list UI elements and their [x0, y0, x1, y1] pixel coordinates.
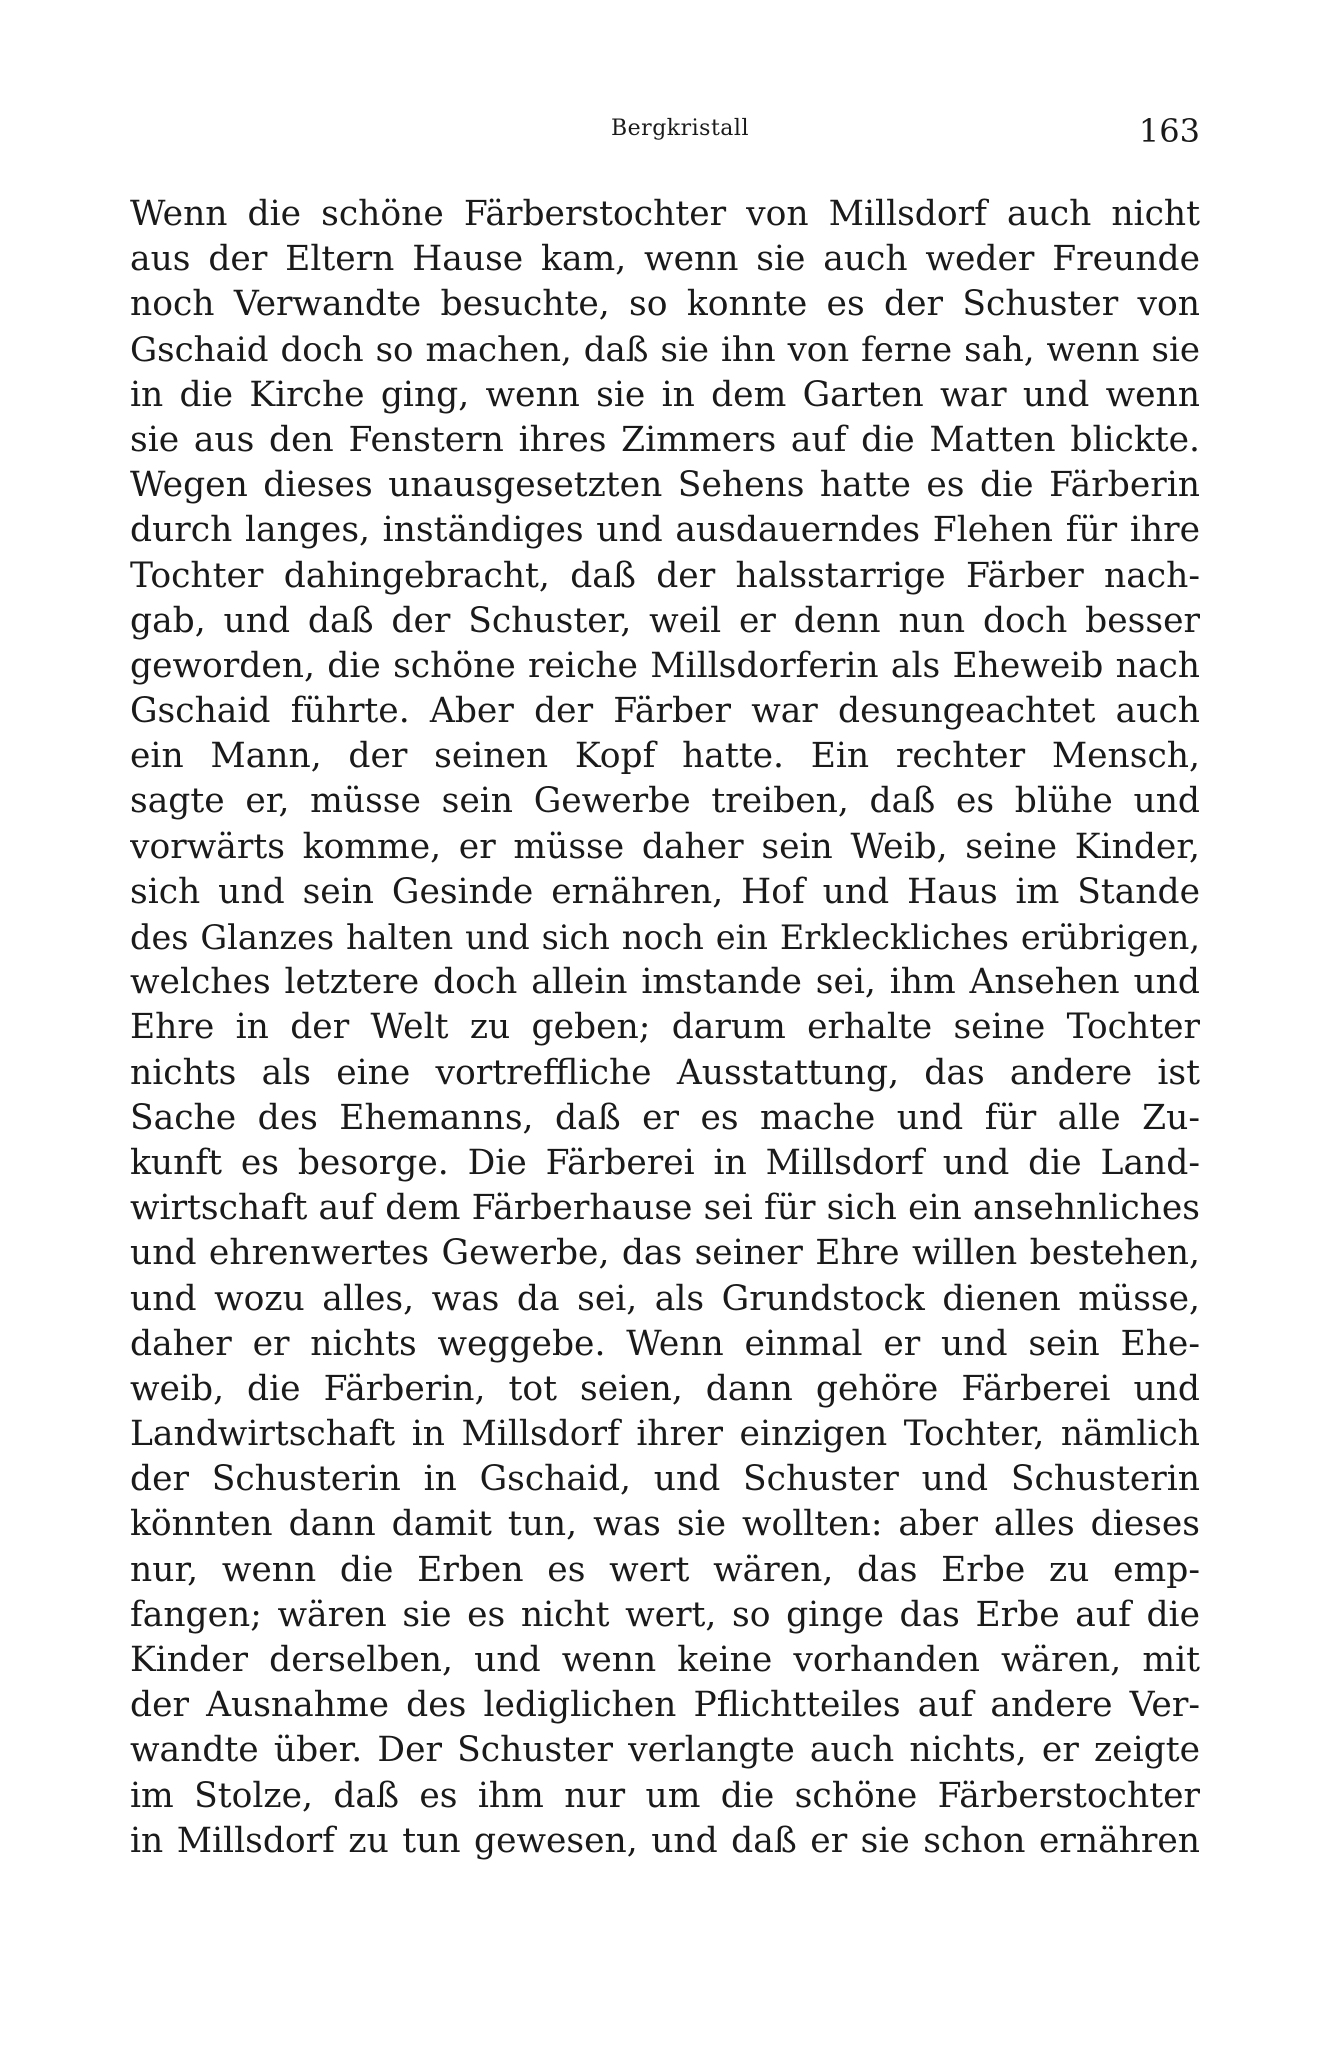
- text-line: Wenn die schöne Färberstochter von Millsdorf auch nicht: [130, 194, 1200, 234]
- text-line: Gschaid führte. Aber der Färber war desungeachtet auch: [130, 691, 1200, 732]
- text-line: durch langes, inständiges und ausdauerndes Flehen für ihre: [130, 510, 1200, 551]
- text-line: sie aus den Fenstern ihres Zimmers auf die Matten blickte.: [130, 419, 1200, 460]
- text-line: und wozu alles, was da sei, als Grundstock dienen müsse,: [130, 1278, 1200, 1319]
- text-line: geworden, die schöne reiche Millsdorferin als Eheweib nach: [130, 645, 1200, 686]
- text-line: könnten dann damit tun, was sie wollten: aber alles dieses: [130, 1504, 1200, 1545]
- text-line: wandte über. Der Schuster verlangte auch nichts, er zeigte: [130, 1730, 1200, 1771]
- text-line: gab, und daß der Schuster, weil er denn nun doch besser: [130, 600, 1200, 641]
- text-line: und ehrenwertes Gewerbe, das seiner Ehre willen bestehen,: [130, 1233, 1200, 1274]
- text-line: noch Verwandte besuchte, so konnte es der Schuster von: [130, 284, 1200, 325]
- text-line: Gschaid doch so machen, daß sie ihn von ferne sah, wenn sie: [130, 329, 1200, 370]
- text-line: des Glanzes halten und sich noch ein Erkleckliches erübrigen,: [130, 918, 1200, 957]
- text-line: sagte er, müsse sein Gewerbe treiben, daß es blühe und: [130, 781, 1200, 822]
- text-line: Sache des Ehemanns, daß er es mache und für alle Zu-: [130, 1097, 1200, 1138]
- text-line: ein Mann, der seinen Kopf hatte. Ein rechter Mensch,: [130, 736, 1200, 777]
- text-line: nichts als eine vortreffliche Ausstattung, das andere ist: [130, 1052, 1200, 1093]
- text-line: im Stolze, daß es ihm nur um die schöne Färberstochter: [130, 1775, 1200, 1816]
- text-line: weib, die Färberin, tot seien, dann gehöre Färberei und: [130, 1368, 1200, 1409]
- text-line: aus der Eltern Hause kam, wenn sie auch weder Freunde: [130, 239, 1200, 280]
- text-line: welches letztere doch allein imstande sei, ihm Ansehen und: [130, 962, 1200, 1003]
- text-line: Landwirtschaft in Millsdorf ihrer einzigen Tochter, nämlich: [130, 1414, 1200, 1455]
- body-text: [130, 192, 1200, 1864]
- text-line: Tochter dahingebracht, daß der halsstarrige Färber nach-: [130, 555, 1200, 596]
- text-line: nur, wenn die Erben es wert wären, das Erbe zu emp-: [130, 1549, 1200, 1590]
- text-line: sich und sein Gesinde ernähren, Hof und Haus im Stande: [130, 871, 1200, 912]
- running-head: [0, 112, 1324, 152]
- text-line: vorwärts komme, er müsse daher sein Weib, seine Kinder,: [130, 826, 1200, 867]
- text-line: der Schusterin in Gschaid, und Schuster und Schusterin: [130, 1459, 1200, 1500]
- text-line: Ehre in der Welt zu geben; darum erhalte seine Tochter: [130, 1007, 1200, 1048]
- text-line: der Ausnahme des lediglichen Pflichtteiles auf andere Ver-: [130, 1685, 1200, 1726]
- text-line: daher er nichts weggebe. Wenn einmal er und sein Ehe-: [130, 1323, 1200, 1364]
- text-line: Wegen dieses unausgesetzten Sehens hatte es die Färberin: [130, 465, 1200, 506]
- text-line: kunft es besorge. Die Färberei in Millsdorf und die Land-: [130, 1142, 1200, 1183]
- text-line: wirtschaft auf dem Färberhause sei für sich ein ansehnliches: [130, 1188, 1200, 1229]
- page-number: 163: [1138, 112, 1200, 150]
- running-title: Bergkristall: [611, 116, 749, 141]
- text-line: fangen; wären sie es nicht wert, so ginge das Erbe auf die: [130, 1594, 1200, 1635]
- text-line: in die Kirche ging, wenn sie in dem Garten war und wenn: [130, 374, 1200, 415]
- text-line: Kinder derselben, und wenn keine vorhanden wären, mit: [130, 1640, 1200, 1680]
- text-line: in Millsdorf zu tun gewesen, und daß er sie schon ernähren: [130, 1820, 1200, 1861]
